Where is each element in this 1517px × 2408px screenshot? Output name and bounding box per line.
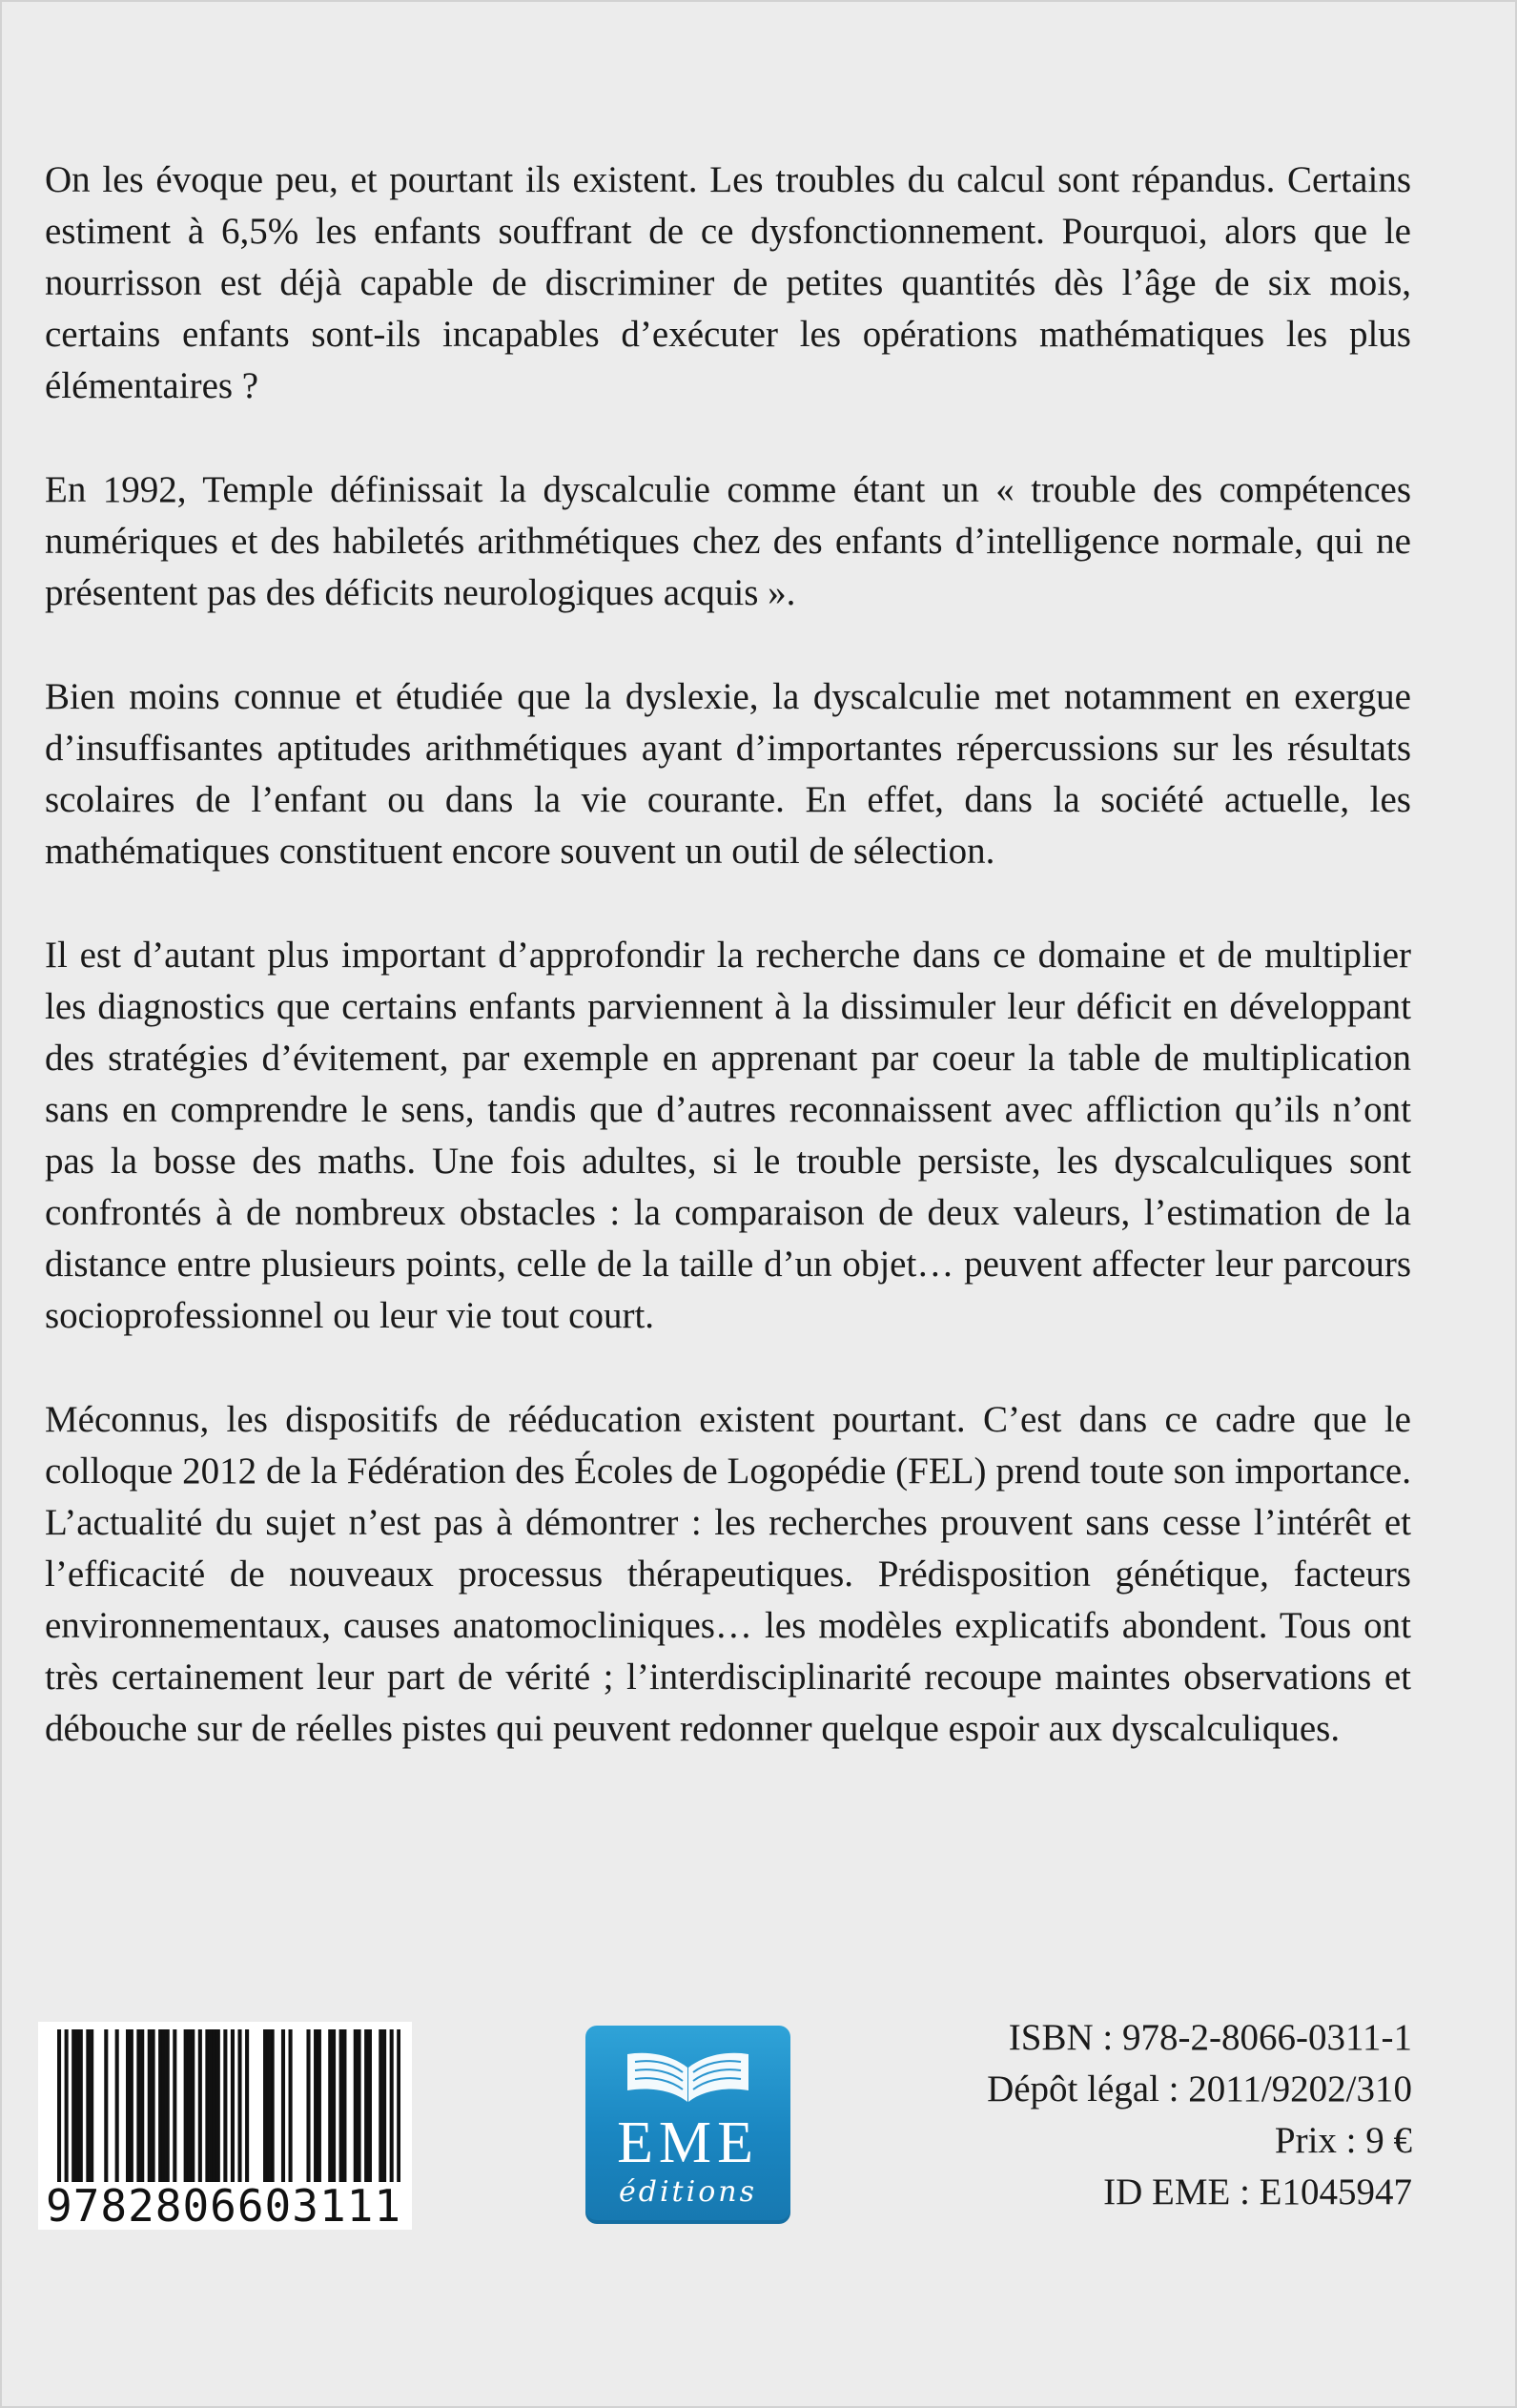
barcode-bar xyxy=(328,2029,332,2184)
barcode-graphic xyxy=(57,2029,400,2184)
barcode-bar xyxy=(75,2029,79,2184)
barcode-bar xyxy=(187,2029,191,2184)
blurb-text xyxy=(45,154,1411,1807)
barcode-bar xyxy=(379,2029,382,2184)
barcode-bar xyxy=(130,2029,133,2184)
barcode-bar xyxy=(152,2029,155,2184)
eme-id: ID EME : E1045947 xyxy=(1103,2171,1412,2212)
barcode-bar xyxy=(358,2029,361,2184)
publisher-logo xyxy=(585,2026,790,2224)
open-book-icon xyxy=(624,2047,752,2108)
barcode-bar xyxy=(368,2029,372,2184)
paragraph-4: Il est d’autant plus important d’approfondir la recherche dans ce domaine et de multiplier les diagnostics que certains enfants parviennent à la dissimuler leur déficit en développant des stratégies d’évitement, par exemple en apprenant par coeur la table de multiplication sans en comprendre le sens, tandis que d’autres reconnaissent avec affliction qu’ils n’ont pas la bosse des maths. Une fois adultes, si le trouble persiste, les dyscalculiques sont confrontés à de nombreux obstacles : la comparaison de deux valeurs, l’estimation de la distance entre plusieurs points, celle de la taille d’un objet… peuvent affecter leur parcours socioprofessionnel ou leur vie tout court. xyxy=(45,935,1411,1336)
publication-info xyxy=(821,2012,1412,2218)
paragraph-5: Méconnus, les dispositifs de rééducation existent pourtant. C’est dans ce cadre que le colloque 2012 de la Fédération des Écoles de Logopédie (FEL) prend toute son importance. L’actualité du sujet n’est pas à démontrer : les recherches prouvent sans cesse l’intérêt et l’efficacité de nouveaux processus thérapeutiques. Prédisposition génétique, facteurs environnementaux, causes anatomocliniques… les modèles explicatifs abondent. Tous ont très certainement leur part de vérité ; l’interdisciplinarité recoupe maintes observations et débouche sur de réelles pistes qui peuvent redonner quelque espoir aux dyscalculiques. xyxy=(45,1399,1411,1749)
paragraph-3: Bien moins connue et étudiée que la dyslexie, la dyscalculie met notamment en exergue d’insuffisantes aptitudes arithmétiques ayant d’importantes répercussions sur les résultats scolaires de l’enfant ou dans la vie courante. En effet, dans la société actuelle, les mathématiques constituent encore souvent un outil de sélection. xyxy=(45,676,1411,872)
barcode-bar xyxy=(213,2029,216,2184)
barcode-bar xyxy=(332,2029,336,2184)
barcode-bar xyxy=(314,2029,318,2184)
barcode-bar xyxy=(231,2029,235,2184)
barcode-bar xyxy=(318,2029,321,2184)
logo-script: éditions xyxy=(619,2175,757,2209)
barcode-bar xyxy=(267,2029,271,2184)
barcode-bar xyxy=(184,2029,188,2184)
barcode-bar xyxy=(364,2029,368,2184)
barcode-bar xyxy=(382,2029,386,2184)
barcode-bar xyxy=(140,2029,144,2184)
barcode-bar xyxy=(115,2029,119,2184)
barcode-bar xyxy=(209,2029,213,2184)
barcode-bar xyxy=(86,2029,90,2184)
barcode-bar xyxy=(271,2029,275,2184)
barcode-bar xyxy=(237,2029,241,2184)
barcode-bar xyxy=(354,2029,358,2184)
barcode-bar xyxy=(90,2029,93,2184)
barcode-bar xyxy=(158,2029,162,2184)
barcode-bar xyxy=(148,2029,152,2184)
barcode-bar xyxy=(342,2029,346,2184)
barcode-bar xyxy=(126,2029,130,2184)
price: Prix : 9 € xyxy=(1274,2120,1412,2161)
barcode-bar xyxy=(281,2029,285,2184)
barcode-bar xyxy=(289,2029,293,2184)
barcode-bar xyxy=(72,2029,75,2184)
barcode-digits: 9782806603111 xyxy=(46,2182,408,2230)
barcode xyxy=(38,2022,412,2230)
paragraph-2: En 1992, Temple définissait la dyscalculie comme étant un « trouble des compétences numériques et des habiletés arithmétiques chez des enfants d’intelligence normale, qui ne présentent pas des déficits neurologiques acquis ». xyxy=(45,469,1411,613)
barcode-bar xyxy=(390,2029,394,2184)
barcode-bar xyxy=(205,2029,209,2184)
legal-deposit: Dépôt légal : 2011/9202/310 xyxy=(987,2068,1412,2110)
paragraph-1: On les évoque peu, et pourtant ils existent. Les troubles du calcul sont répandus. Certains estiment à 6,5% les enfants souffrant de ce dysfonctionnement. Pourquoi, alors que le nourrisson est déjà capable de discriminer de petites quantités dès l’âge de six mois, certains enfants sont-ils incapables d’exécuter les opérations mathématiques les plus élémentaires ? xyxy=(45,159,1411,406)
barcode-bar xyxy=(198,2029,202,2184)
barcode-bar xyxy=(162,2029,166,2184)
barcode-bar xyxy=(223,2029,227,2184)
barcode-bar xyxy=(263,2029,267,2184)
barcode-bar xyxy=(306,2029,310,2184)
barcode-bar xyxy=(245,2029,249,2184)
barcode-bar xyxy=(166,2029,170,2184)
barcode-bar xyxy=(136,2029,140,2184)
barcode-bar xyxy=(397,2029,400,2184)
barcode-bar xyxy=(339,2029,343,2184)
barcode-bar xyxy=(173,2029,176,2184)
barcode-bar xyxy=(216,2029,220,2184)
barcode-bar xyxy=(79,2029,83,2184)
isbn: ISBN : 978-2-8066-0311-1 xyxy=(1008,2017,1412,2058)
barcode-bar xyxy=(104,2029,108,2184)
barcode-bar xyxy=(191,2029,195,2184)
logo-letters: EME xyxy=(617,2110,759,2175)
barcode-bar xyxy=(65,2029,69,2184)
barcode-bar xyxy=(57,2029,61,2184)
